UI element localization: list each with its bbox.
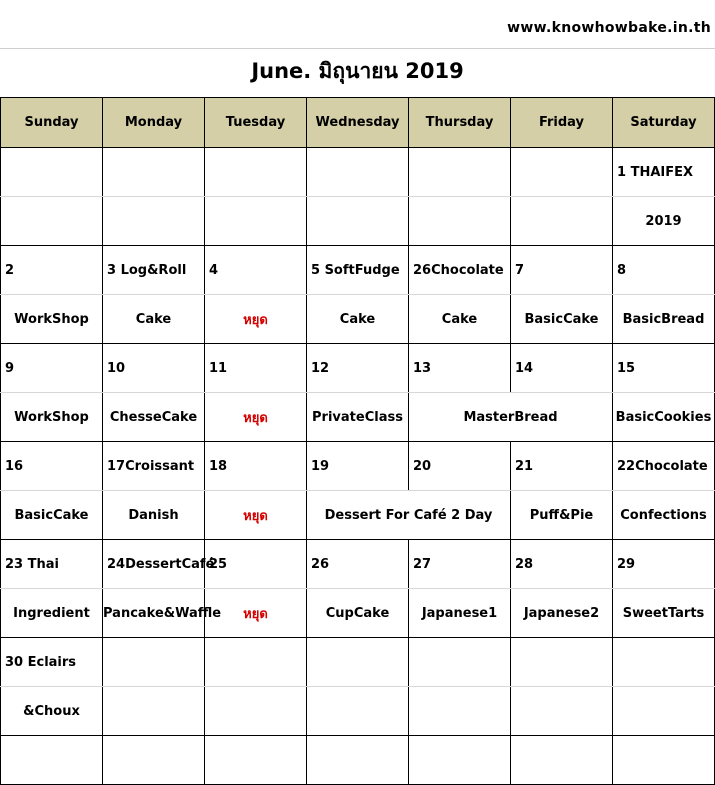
day-23-number: 23 Thai [1, 540, 103, 589]
day-cell [103, 148, 205, 197]
day-7-event: BasicCake [511, 295, 613, 344]
week-row [1, 638, 715, 687]
day-cell [103, 197, 205, 246]
day-25-number: 25 [205, 540, 307, 589]
day-12-number: 12 [307, 344, 409, 393]
day-3-event: Cake [103, 295, 205, 344]
day-cell [1, 148, 103, 197]
day-cell [1, 197, 103, 246]
day-9-event: WorkShop [1, 393, 103, 442]
day-17-event: Danish [103, 491, 205, 540]
day-cell [511, 638, 613, 687]
day-10-event: ChesseCake [103, 393, 205, 442]
week-row [1, 687, 715, 736]
day-cell [511, 148, 613, 197]
day-29-event: SweetTarts [613, 589, 715, 638]
day-25-holiday: หยุด [205, 589, 307, 638]
day-6-number: 26Chocolate [409, 246, 511, 295]
day-11-holiday: หยุด [205, 393, 307, 442]
week-row [1, 442, 715, 491]
day-18-holiday: หยุด [205, 491, 307, 540]
day-cell [307, 197, 409, 246]
day-27-event: Japanese1 [409, 589, 511, 638]
divider [0, 48, 715, 49]
empty-cell [409, 736, 511, 785]
day-15-number: 15 [613, 344, 715, 393]
day-cell [511, 197, 613, 246]
day-cell [205, 638, 307, 687]
day-21-event: Puff&Pie [511, 491, 613, 540]
day-cell [511, 687, 613, 736]
day-1-label: 1 THAIFEX [613, 148, 715, 197]
day-26-event: CupCake [307, 589, 409, 638]
day-19-20-event: Dessert For Café 2 Day [307, 491, 511, 540]
week-row [1, 295, 715, 344]
day-2-number: 2 [1, 246, 103, 295]
day-1-event: 2019 [613, 197, 715, 246]
day-22-event: Confections [613, 491, 715, 540]
header-monday: Monday [103, 98, 205, 148]
day-2-event: WorkShop [1, 295, 103, 344]
day-20-number: 20 [409, 442, 511, 491]
day-28-event: Japanese2 [511, 589, 613, 638]
week-row [1, 344, 715, 393]
day-12-event: PrivateClass [307, 393, 409, 442]
day-26-number: 26 [307, 540, 409, 589]
empty-cell [205, 736, 307, 785]
day-21-number: 21 [511, 442, 613, 491]
page-title: June. มิถุนายน 2019 [251, 59, 464, 83]
week-row [1, 589, 715, 638]
day-30-event: &Choux [1, 687, 103, 736]
day-13-number: 13 [409, 344, 511, 393]
day-19-number: 19 [307, 442, 409, 491]
day-7-number: 7 [511, 246, 613, 295]
day-cell [307, 148, 409, 197]
day-cell [307, 638, 409, 687]
header-sunday: Sunday [1, 98, 103, 148]
day-cell [103, 687, 205, 736]
day-cell [205, 148, 307, 197]
day-cell [307, 687, 409, 736]
day-14-number: 14 [511, 344, 613, 393]
header-saturday: Saturday [613, 98, 715, 148]
week-row [1, 540, 715, 589]
day-30-number: 30 Eclairs [1, 638, 103, 687]
day-cell [409, 638, 511, 687]
day-5-event: Cake [307, 295, 409, 344]
header-thursday: Thursday [409, 98, 511, 148]
week-row [1, 491, 715, 540]
day-4-number: 4 [205, 246, 307, 295]
day-9-number: 9 [1, 344, 103, 393]
website-url[interactable]: www.knowhowbake.in.th [507, 20, 711, 36]
day-10-number: 10 [103, 344, 205, 393]
day-cell [205, 687, 307, 736]
day-16-event: BasicCake [1, 491, 103, 540]
day-17-number: 17Croissant [103, 442, 205, 491]
header-wednesday: Wednesday [307, 98, 409, 148]
header-tuesday: Tuesday [205, 98, 307, 148]
day-15-event: BasicCookies [613, 393, 715, 442]
day-cell [409, 197, 511, 246]
week-row [1, 148, 715, 197]
empty-cell [613, 736, 715, 785]
day-27-number: 27 [409, 540, 511, 589]
day-22-number: 22Chocolate [613, 442, 715, 491]
day-cell [409, 687, 511, 736]
day-29-number: 29 [613, 540, 715, 589]
day-16-number: 16 [1, 442, 103, 491]
day-3-number: 3 Log&Roll [103, 246, 205, 295]
empty-cell [511, 736, 613, 785]
day-5-number: 5 SoftFudge [307, 246, 409, 295]
day-13-14-event: MasterBread [409, 393, 613, 442]
week-row [1, 393, 715, 442]
weekday-header-row [1, 98, 715, 148]
day-28-number: 28 [511, 540, 613, 589]
day-24-event: Pancake&Waffle [103, 589, 205, 638]
day-cell [205, 197, 307, 246]
empty-cell [307, 736, 409, 785]
empty-cell [103, 736, 205, 785]
day-cell [613, 687, 715, 736]
day-cell [613, 638, 715, 687]
header-friday: Friday [511, 98, 613, 148]
day-cell [103, 638, 205, 687]
day-6-event: Cake [409, 295, 511, 344]
empty-row [1, 736, 715, 785]
day-11-number: 11 [205, 344, 307, 393]
day-18-number: 18 [205, 442, 307, 491]
week-row [1, 246, 715, 295]
day-24-number: 24DessertCafé [103, 540, 205, 589]
day-23-event: Ingredient [1, 589, 103, 638]
empty-cell [1, 736, 103, 785]
week-row [1, 197, 715, 246]
day-8-number: 8 [613, 246, 715, 295]
day-4-holiday: หยุด [205, 295, 307, 344]
calendar-table [0, 97, 715, 785]
day-8-event: BasicBread [613, 295, 715, 344]
day-cell [409, 148, 511, 197]
